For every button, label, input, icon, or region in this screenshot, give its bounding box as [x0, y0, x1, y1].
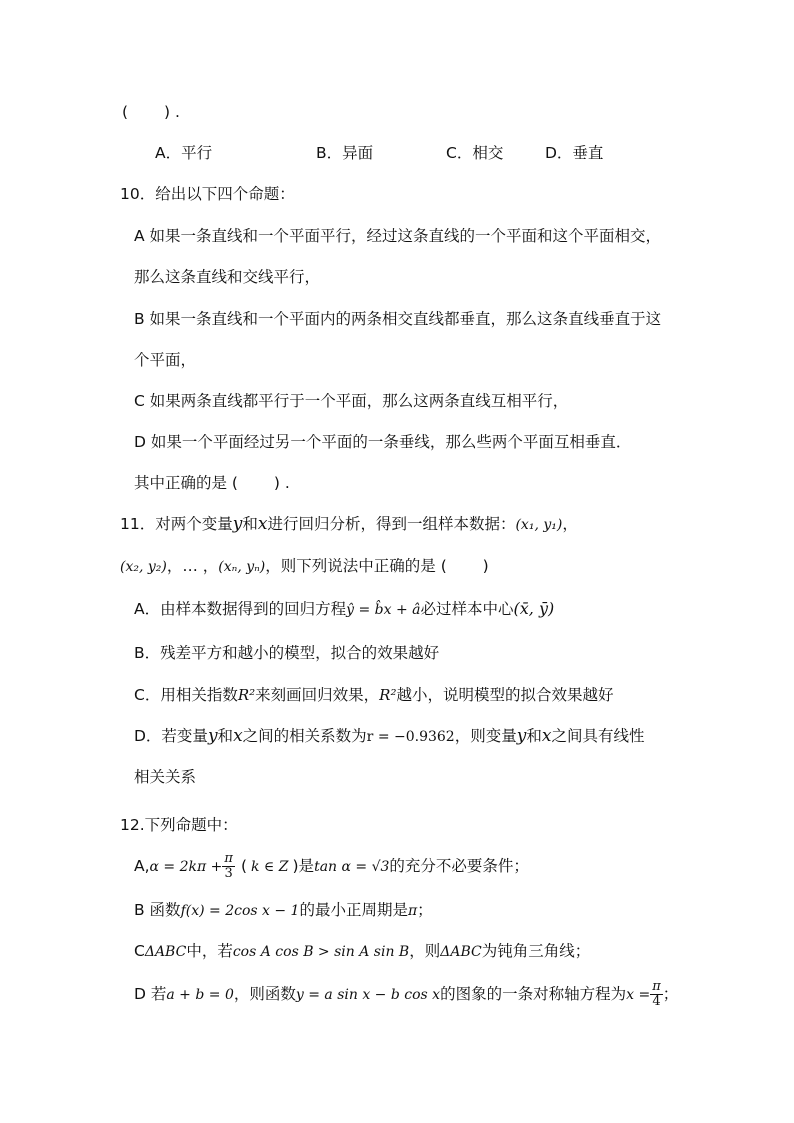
- q11-stem-pre: 11．对两个变量: [120, 515, 233, 533]
- q12-c-triangle: ΔABC: [144, 944, 187, 960]
- q9-option-b: B．异面: [316, 144, 374, 162]
- q12-c-ineq: cos A cos B > sin A sin B: [232, 944, 410, 960]
- q11-d-var-x2: x: [541, 726, 552, 746]
- q12-b-pre: B 函数: [134, 901, 181, 919]
- q12-a-fraction: [222, 852, 235, 881]
- q12-a-pre: A,: [134, 857, 150, 875]
- q12-d-fraction: [650, 980, 663, 1009]
- q12-option-a: [134, 852, 529, 881]
- q11-c-mid: 来刻画回归效果，: [255, 686, 380, 704]
- q12-c-end: 为钝角三角线；: [481, 942, 591, 960]
- q11-d-and2: 和: [526, 727, 542, 745]
- q11-d-mid2: ，则变量: [454, 727, 517, 745]
- q12-c-mid: 中，若: [186, 942, 233, 960]
- q11-d-var-y: y: [207, 726, 218, 746]
- q12-stem: 12.下列命题中：: [120, 816, 238, 834]
- q11-option-a: [134, 598, 554, 621]
- q11-option-d-line2: 相关关系: [134, 768, 197, 786]
- q12-a-cond-close: ): [292, 857, 299, 875]
- q11-a-mid: 必过样本中心: [420, 600, 514, 618]
- q11-d-end: 之间具有线性: [551, 727, 645, 745]
- q12-b-end: ；: [417, 901, 433, 919]
- q11-c-r2-again: R²: [379, 686, 397, 704]
- q12-d-frac-den: 4: [652, 994, 661, 1009]
- q9-option-c: C．相交: [446, 144, 504, 162]
- q11-var-x: x: [257, 514, 268, 534]
- q12-a-frac-den: 3: [224, 866, 233, 881]
- q12-a-mid: 是: [298, 857, 315, 875]
- q11-option-d: [134, 725, 644, 748]
- q10-a-line1: A 如果一条直线和一个平面平行，经过这条直线的一个平面和这个平面相交，: [134, 227, 662, 245]
- q11-point-n: (xₙ, yₙ): [218, 559, 266, 575]
- q9-option-d: D．垂直: [545, 144, 604, 162]
- q11-stem-line2: [120, 555, 489, 578]
- q11-c-r2: R²: [237, 686, 256, 704]
- q11-d-pre: D．若变量: [134, 727, 208, 745]
- q11-dots: ，… ，: [166, 557, 219, 575]
- q11-sample-center: (x̄, ȳ): [513, 599, 555, 618]
- q10-stem: 10．给出以下四个命题：: [120, 185, 295, 203]
- q11-d-and: 和: [217, 727, 234, 745]
- q12-c-pre: C: [134, 942, 145, 960]
- q11-correlation: r = −0.9362: [366, 729, 455, 745]
- q11-option-b: B．残差平方和越小的模型，拟合的效果越好: [134, 644, 440, 662]
- q12-option-d: [134, 980, 678, 1009]
- q11-d-var-y2: y: [516, 726, 527, 746]
- q11-point-1: (x₁, y₁): [515, 517, 563, 533]
- q10-ask: 其中正确的是 ( ) .: [134, 474, 290, 492]
- q12-d-mid: ，则函数: [233, 985, 296, 1003]
- q12-d-x: x =: [626, 987, 651, 1003]
- q12-option-b: [134, 899, 433, 922]
- q12-d-mid2: 的图象的一条对称轴方程为: [440, 985, 627, 1003]
- q11-point-2: (x₂, y₂): [120, 559, 167, 575]
- q9-option-a: A．平行: [155, 144, 213, 162]
- q12-b-eq: f(x) = 2cos x − 1: [180, 903, 300, 919]
- q12-d-pre: D 若: [134, 985, 167, 1003]
- q11-c-pre: C．用相关指数: [134, 686, 238, 704]
- q11-stem-end: ，则下列说法中正确的是 ( ): [265, 557, 489, 575]
- q11-and: 和: [242, 515, 258, 533]
- q11-a-text: A．由样本数据得到的回归方程: [134, 600, 347, 618]
- q11-d-mid1: 之间的相关系数为: [242, 727, 367, 745]
- q12-d-end: ；: [662, 985, 679, 1003]
- q11-comma: ，: [562, 515, 578, 533]
- q12-d-function: y = a sin x − b cos x: [295, 987, 441, 1003]
- q12-b-pi: π: [407, 903, 418, 919]
- q11-regression-equation: ŷ = b̂x + â: [346, 602, 421, 618]
- q11-var-y: y: [232, 514, 243, 534]
- q12-a-cond: k ∈ Z: [251, 859, 289, 875]
- q10-b-line1: B 如果一条直线和一个平面内的两条相交直线都垂直，那么这条直线垂直于这: [134, 310, 662, 328]
- q12-a-end: 的充分不必要条件；: [389, 857, 529, 875]
- q12-c-mid2: ，则: [409, 942, 441, 960]
- q10-b-line2: 个平面，: [134, 351, 197, 369]
- q12-a-tan: tan α = √3: [314, 859, 390, 875]
- q12-option-c: [134, 940, 590, 963]
- q12-d-frac-num: π: [652, 979, 661, 994]
- q11-d-var-x: x: [233, 726, 243, 746]
- q9-blank: ( ) .: [122, 103, 180, 121]
- q12-d-cond: a + b = 0: [166, 987, 234, 1003]
- q11-option-c: [134, 684, 613, 706]
- q12-c-triangle2: ΔABC: [440, 944, 482, 960]
- q12-a-cond-open: (: [240, 857, 247, 875]
- q12-a-eq: α = 2kπ +: [149, 859, 223, 875]
- q11-c-end: 越小，说明模型的拟合效果越好: [396, 686, 614, 704]
- q11-stem-line1: [120, 513, 578, 536]
- q11-stem-mid: 进行回归分析，得到一组样本数据：: [267, 515, 516, 533]
- q10-a-line2: 那么这条直线和交线平行，: [134, 268, 321, 286]
- q10-c: C 如果两条直线都平行于一个平面，那么这两条直线互相平行，: [134, 392, 569, 410]
- q12-a-frac-num: π: [224, 851, 233, 866]
- q10-d: D 如果一个平面经过另一个平面的一条垂线，那么些两个平面互相垂直．: [134, 433, 632, 451]
- q12-b-mid: 的最小正周期是: [299, 901, 408, 919]
